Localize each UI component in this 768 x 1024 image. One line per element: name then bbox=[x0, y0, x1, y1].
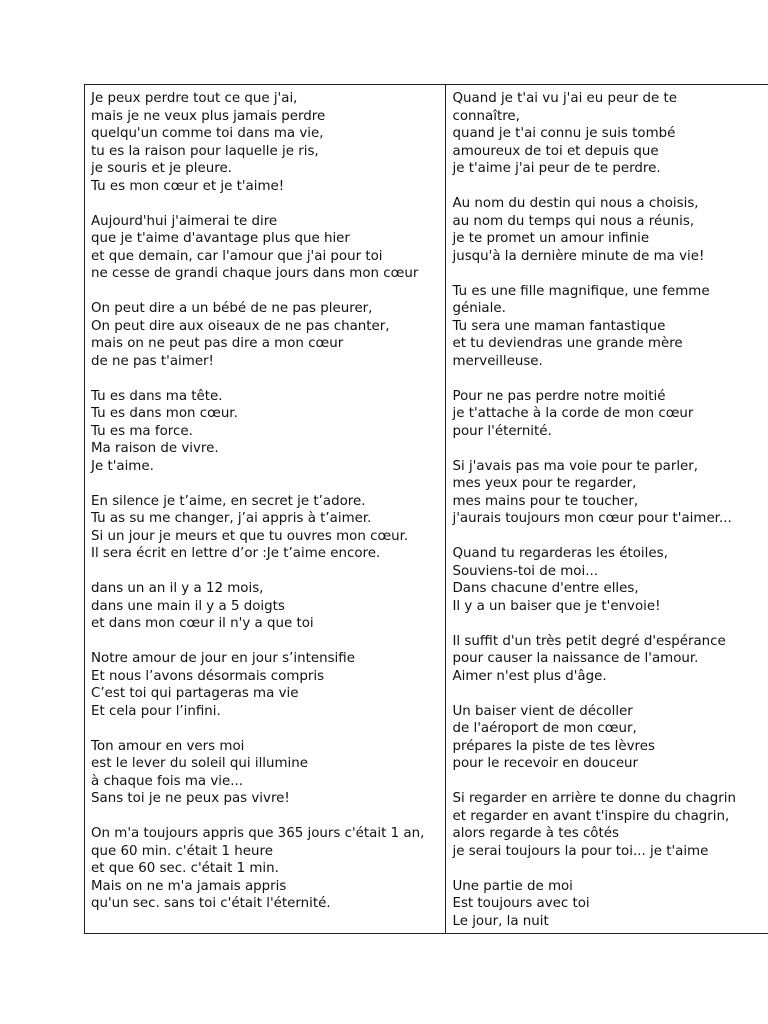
poem-line: est le lever du soleil qui illumine bbox=[91, 756, 308, 771]
poem-line: Est toujours avec toi bbox=[452, 896, 590, 911]
poem-line: mais on ne peut pas dire a mon cœur bbox=[91, 336, 344, 351]
poem-line: Souviens-toi de moi... bbox=[452, 563, 598, 579]
poem-line: En silence je t’aime, en secret je t’adore. bbox=[91, 493, 366, 509]
stanza bbox=[91, 388, 445, 476]
poem-line: et tu deviendras une grande mère bbox=[452, 336, 683, 351]
poem-line: Et cela pour l’infini. bbox=[91, 703, 221, 719]
poem-line: mes mains pour te toucher, bbox=[452, 493, 639, 509]
poem-line: On peut dire a un bébé de ne pas pleurer, bbox=[91, 301, 373, 316]
poem-line: Mais on ne m'a jamais appris bbox=[91, 878, 287, 894]
poem-line: pour causer la naissance de l'amour. bbox=[452, 651, 699, 666]
poem-line: pour l'éternité. bbox=[452, 423, 552, 439]
poem-line: je serai toujours la pour toi... je t'aime bbox=[452, 843, 709, 859]
poem-line: Quand je t'ai vu j'ai eu peur de te bbox=[452, 91, 677, 106]
stanza bbox=[91, 493, 445, 563]
poem-line: je t'attache à la corde de mon cœur bbox=[452, 406, 694, 421]
poem-line: Tu es mon cœur et je t'aime! bbox=[91, 178, 285, 194]
stanza bbox=[91, 738, 445, 808]
poem-line: Si j'avais pas ma voie pour te parler, bbox=[452, 458, 699, 474]
stanza bbox=[452, 458, 768, 528]
poem-line: qu'un sec. sans toi c'était l'éternité. bbox=[91, 896, 331, 911]
poem-line: que 60 min. c'était 1 heure bbox=[91, 843, 273, 859]
stanza bbox=[91, 580, 445, 633]
poem-line: Il sera écrit en lettre d’or :Je t’aime encore. bbox=[91, 546, 381, 561]
poem-line: mais je ne veux plus jamais perdre bbox=[91, 108, 326, 124]
poem-line: Tu es ma force. bbox=[91, 423, 193, 439]
poem-line: Ma raison de vivre. bbox=[91, 441, 219, 456]
right-column bbox=[446, 85, 768, 933]
poem-line: Tu es une fille magnifique, une femme bbox=[452, 283, 710, 299]
poem-line: Tu es dans mon cœur. bbox=[91, 406, 238, 421]
poem-line: quand je t'ai connu je suis tombé bbox=[452, 126, 676, 141]
poem-line: Tu es dans ma tête. bbox=[91, 388, 223, 404]
stanza bbox=[452, 90, 768, 178]
poem-line: Notre amour de jour en jour s’intensifie bbox=[91, 651, 355, 666]
stanza bbox=[452, 388, 768, 441]
poem-line: jusqu'à la dernière minute de ma vie! bbox=[452, 248, 705, 264]
stanza bbox=[452, 878, 768, 931]
poem-line: Je t'aime. bbox=[91, 458, 154, 474]
stanza bbox=[452, 283, 768, 371]
poem-line: Je peux perdre tout ce que j'ai, bbox=[91, 91, 298, 106]
poem-line: Aimer n'est plus d'âge. bbox=[452, 668, 607, 684]
poem-line: Ton amour en vers moi bbox=[91, 738, 245, 754]
poem-line: j'aurais toujours mon cœur pour t'aimer... bbox=[452, 511, 732, 526]
poem-line: et que demain, car l'amour que j'ai pour toi bbox=[91, 248, 383, 264]
poem-line: je t'aime j'ai peur de te perdre. bbox=[452, 161, 661, 176]
poem-line: Le jour, la nuit bbox=[452, 913, 549, 929]
poem-line: je te promet un amour infinie bbox=[452, 231, 650, 246]
left-column bbox=[85, 85, 446, 933]
poem-line: Il suffit d'un très petit degré d'espérance bbox=[452, 633, 726, 649]
poem-line: Quand tu regarderas les étoiles, bbox=[452, 546, 668, 561]
poem-line: prépares la piste de tes lèvres bbox=[452, 738, 655, 754]
poem-line: Au nom du destin qui nous a choisis, bbox=[452, 196, 699, 211]
poem-line: dans une main il y a 5 doigts bbox=[91, 598, 285, 614]
poem-line: ne cesse de grandi chaque jours dans mon cœur bbox=[91, 266, 419, 281]
poem-line: Si un jour je meurs et que tu ouvres mon cœur. bbox=[91, 528, 409, 544]
stanza bbox=[91, 825, 445, 913]
poem-line: connaître, bbox=[452, 108, 520, 124]
poem-line: au nom du temps qui nous a réunis, bbox=[452, 213, 695, 229]
stanza bbox=[452, 703, 768, 773]
poem-line: quelqu'un comme toi dans ma vie, bbox=[91, 126, 324, 141]
poem-line: alors regarde à tes côtés bbox=[452, 826, 619, 841]
poem-line: Si regarder en arrière te donne du chagrin bbox=[452, 791, 736, 806]
poem-line: de ne pas t'aimer! bbox=[91, 353, 214, 369]
poem-line: On m'a toujours appris que 365 jours c'était 1 an, bbox=[91, 826, 425, 841]
poem-line: et regarder en avant t'inspire du chagrin, bbox=[452, 808, 730, 824]
poem-line: Il y a un baiser que je t'envoie! bbox=[452, 598, 661, 614]
poem-line: Sans toi je ne peux pas vivre! bbox=[91, 791, 290, 806]
poem-line: amoureux de toi et depuis que bbox=[452, 143, 659, 159]
stanza bbox=[91, 300, 445, 370]
poem-line: Tu sera une maman fantastique bbox=[452, 318, 666, 334]
poem-line: pour le recevoir en douceur bbox=[452, 756, 639, 771]
poem-line: à chaque fois ma vie... bbox=[91, 773, 244, 789]
poem-line: Une partie de moi bbox=[452, 878, 573, 894]
poem-line: géniale. bbox=[452, 301, 506, 316]
poem-line: Pour ne pas perdre notre moitié bbox=[452, 388, 666, 404]
poem-line: mes yeux pour te regarder, bbox=[452, 476, 637, 491]
poem-line: merveilleuse. bbox=[452, 353, 543, 369]
poem-line: dans un an il y a 12 mois, bbox=[91, 581, 264, 596]
poem-line: Aujourd'hui j'aimerai te dire bbox=[91, 213, 278, 229]
poem-line: Un baiser vient de décoller bbox=[452, 703, 633, 719]
poem-line: je souris et je pleure. bbox=[91, 161, 232, 176]
stanza bbox=[91, 650, 445, 720]
poem-line: et dans mon cœur il n'y a que toi bbox=[91, 616, 314, 631]
poem-line: C’est toi qui partageras ma vie bbox=[91, 686, 299, 701]
poem-line: Dans chacune d'entre elles, bbox=[452, 581, 639, 596]
poem-line: que je t'aime d'avantage plus que hier bbox=[91, 231, 350, 246]
stanza bbox=[452, 195, 768, 265]
stanza bbox=[452, 790, 768, 860]
poem-line: Tu as su me changer, j’ai appris à t’aimer. bbox=[91, 511, 372, 526]
poem-line: tu es la raison pour laquelle je ris, bbox=[91, 143, 319, 159]
stanza bbox=[91, 213, 445, 283]
poem-line: Et nous l’avons désormais compris bbox=[91, 668, 325, 684]
stanza bbox=[91, 90, 445, 195]
poem-line: de l'aéroport de mon cœur, bbox=[452, 721, 637, 736]
poem-line: et que 60 sec. c'était 1 min. bbox=[91, 861, 279, 876]
stanza bbox=[452, 633, 768, 686]
poem-table bbox=[84, 84, 768, 934]
poem-line: On peut dire aux oiseaux de ne pas chanter, bbox=[91, 318, 390, 334]
stanza bbox=[452, 545, 768, 615]
